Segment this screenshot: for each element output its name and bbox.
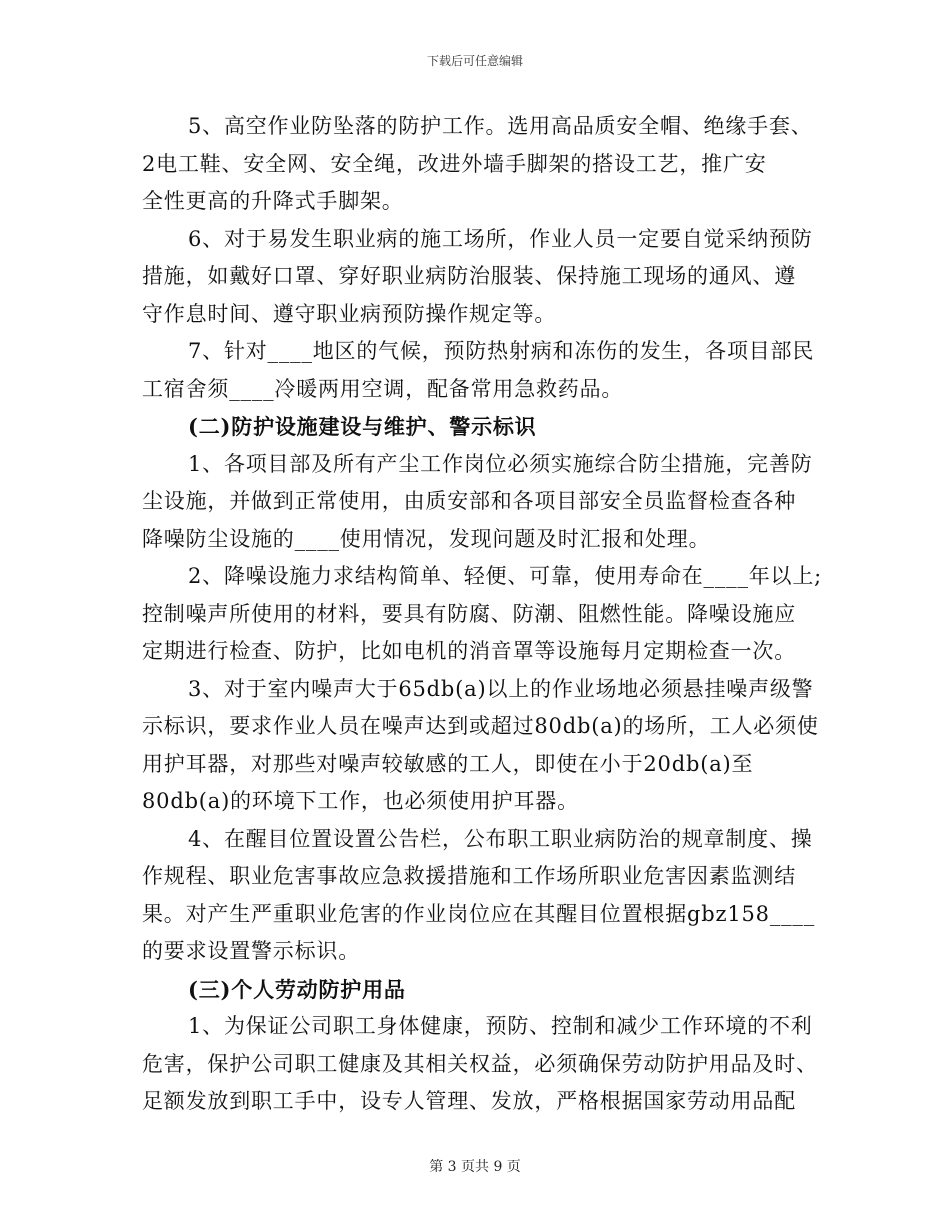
paragraph-line: 80db(a)的环境下工作，也必须使用护耳器。 xyxy=(142,789,579,813)
paragraph-line: 的要求设置警示标识。 xyxy=(142,939,360,963)
paragraph-line: 5、高空作业防坠落的防护工作。选用高品质安全帽、绝缘手套、 xyxy=(188,114,813,138)
paragraph-line: 2电工鞋、安全网、安全绳，改进外墙手脚架的搭设工艺，推广安 xyxy=(142,151,767,176)
paragraph-line: 足额发放到职工手中，设专人管理、发放，严格根据国家劳动用品配 xyxy=(142,1089,796,1113)
paragraph-line: 尘设施，并做到正常使用，由质安部和各项目部安全员监督检查各种 xyxy=(142,489,796,513)
section-heading: (三)个人劳动防护用品 xyxy=(188,976,406,1002)
page-number: 第 3 页共 9 页 xyxy=(429,1159,521,1175)
section-heading: (二)防护设施建设与维护、警示标识 xyxy=(188,414,537,439)
document-body xyxy=(142,108,823,1121)
paragraph-line: 果。对产生严重职业危害的作业岗位应在其醒目位置根据gbz158____ xyxy=(142,901,816,926)
paragraph-line: 作规程、职业危害事故应急救援措施和工作场所职业危害因素监测结 xyxy=(142,864,796,888)
paragraph-line: 6、对于易发生职业病的施工场所，作业人员一定要自觉采纳预防 xyxy=(188,226,813,251)
paragraph-line: 1、为保证公司职工身体健康，预防、控制和减少工作环境的不利 xyxy=(188,1014,813,1038)
paragraph-line: 措施，如戴好口罩、穿好职业病防治服装、保持施工现场的通风、遵 xyxy=(142,264,796,288)
paragraph-line: 控制噪声所使用的材料，要具有防腐、防潮、阻燃性能。降噪设施应 xyxy=(142,601,796,626)
paragraph-line: 危害，保护公司职工健康及其相关权益，必须确保劳动防护用品及时、 xyxy=(142,1051,818,1076)
paragraph-line: 用护耳器，对那些对噪声较敏感的工人，即使在小于20db(a)至 xyxy=(142,751,754,776)
paragraph-line: 降噪防尘设施的____使用情况，发现问题及时汇报和处理。 xyxy=(142,526,711,551)
paragraph-line: 示标识，要求作业人员在噪声达到或超过80db(a)的场所，工人必须使 xyxy=(142,714,819,738)
paragraph-line: 3、对于室内噪声大于65db(a)以上的作业场地必须悬挂噪声级警 xyxy=(188,676,814,701)
paragraph-line: 全性更高的升降式手脚架。 xyxy=(142,189,404,213)
paragraph-line: 守作息时间、遵守职业病预防操作规定等。 xyxy=(142,301,557,326)
paragraph-line: 定期进行检查、防护，比如电机的消音罩等设施每月定期检查一次。 xyxy=(142,639,796,663)
paragraph-line: 1、各项目部及所有产尘工作岗位必须实施综合防尘措施，完善防 xyxy=(188,451,813,476)
paragraph-line: 2、降噪设施力求结构简单、轻便、可靠，使用寿命在____年以上; xyxy=(188,564,823,588)
paragraph-line: 4、在醒目位置设置公告栏，公布职工职业病防治的规章制度、操 xyxy=(188,826,813,851)
page-header: 下载后可任意编辑 xyxy=(426,54,523,68)
paragraph-line: 工宿舍须____冷暖两用空调，配备常用急救药品。 xyxy=(142,376,624,401)
paragraph-line: 7、针对____地区的气候，预防热射病和冻伤的发生，各项目部民 xyxy=(188,339,815,363)
